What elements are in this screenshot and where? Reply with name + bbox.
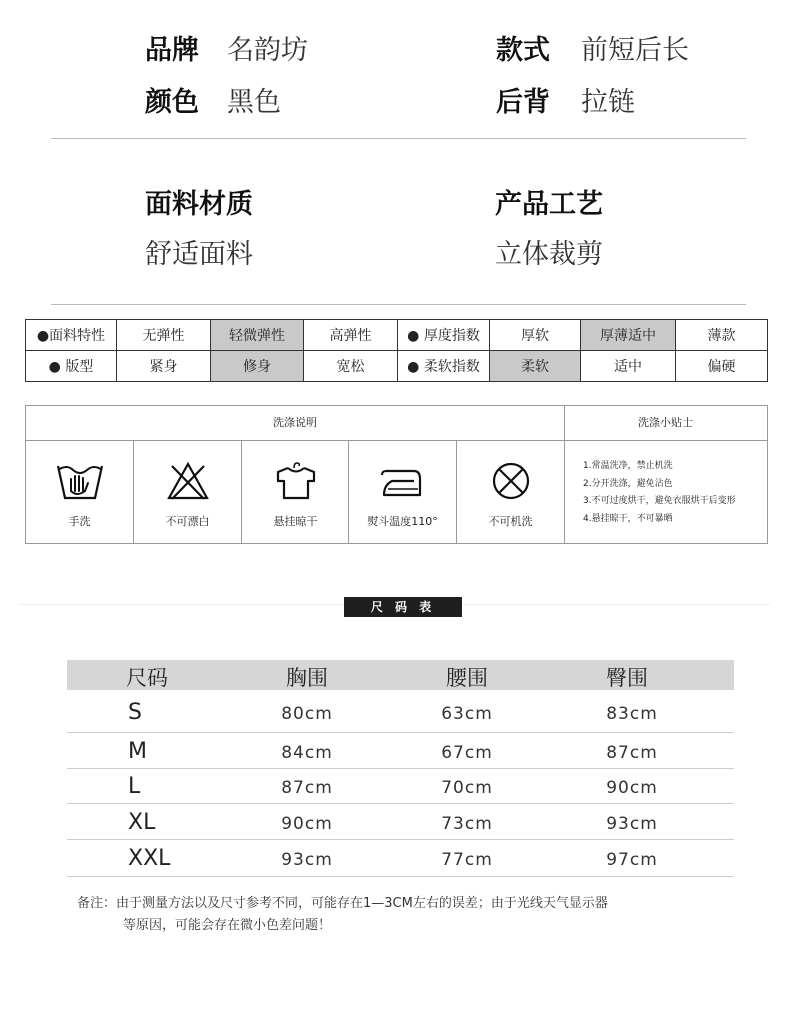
color-value: 黑色	[227, 87, 281, 118]
hip-cell: 83cm	[606, 704, 658, 724]
size-cell: XL	[128, 810, 156, 835]
brand-label: 品牌	[145, 35, 199, 66]
attribute-row	[26, 351, 768, 382]
header-chest: 胸围	[286, 666, 328, 690]
attribute-cell: 宽松	[304, 351, 398, 382]
attribute-cell: 偏硬	[676, 351, 768, 382]
attribute-row	[26, 320, 768, 351]
attribute-cell: 无弹性	[117, 320, 211, 351]
back-label: 后背	[496, 87, 550, 118]
fabric-label: 面料材质	[145, 189, 253, 220]
style-value: 前短后长	[581, 35, 689, 66]
footnote-line: 等原因，可能会存在微小色差问题！	[123, 918, 332, 933]
brand-value: 名韵坊	[227, 35, 308, 66]
row-divider	[67, 839, 734, 840]
waist-cell: 70cm	[441, 778, 493, 798]
attribute-cell-selected: 柔软	[490, 351, 581, 382]
size-chart-header	[67, 660, 734, 690]
size-chart-title: 尺 码 表	[344, 597, 462, 617]
no-machine-wash-icon	[489, 461, 533, 501]
washing-tips-title: 洗涤小贴士	[638, 416, 693, 429]
waist-cell: 73cm	[441, 814, 493, 834]
row-divider	[67, 876, 734, 877]
chest-cell: 93cm	[281, 850, 333, 870]
footnote-line: 备注：由于测量方法以及尺寸参考不同，可能存在1—3CM左右的误差；由于光线天气显示器	[77, 896, 608, 911]
color-label: 颜色	[145, 87, 199, 118]
no-bleach-icon	[166, 461, 210, 501]
attribute-cell-selected: 厚薄适中	[581, 320, 676, 351]
hip-cell: 87cm	[606, 743, 658, 763]
iron-icon	[378, 461, 428, 501]
hang-dry-icon	[273, 461, 319, 501]
chest-cell: 87cm	[281, 778, 333, 798]
wash-item	[26, 441, 133, 543]
craft-label: 产品工艺	[495, 189, 603, 220]
attribute-cell: 厚软	[490, 320, 581, 351]
row-divider	[67, 803, 734, 804]
craft-value: 立体裁剪	[495, 239, 603, 270]
size-cell: L	[128, 774, 141, 799]
wash-item-label: 悬挂晾干	[273, 515, 318, 528]
fabric-value: 舒适面料	[145, 239, 253, 270]
waist-cell: 67cm	[441, 743, 493, 763]
wash-item-label: 熨斗温度110°	[367, 515, 438, 528]
tip-item: 3.不可过度烘干，避免衣服烘干后变形	[583, 496, 736, 506]
hand-wash-icon	[55, 461, 105, 501]
wash-item-label: 不可漂白	[165, 515, 210, 528]
wash-item	[134, 441, 241, 543]
divider	[564, 406, 565, 543]
chest-cell: 90cm	[281, 814, 333, 834]
washing-instructions	[25, 405, 768, 544]
waist-cell: 63cm	[441, 704, 493, 724]
attribute-cell: ● 厚度指数	[398, 320, 490, 351]
size-cell: M	[128, 739, 147, 764]
tip-item: 1.常温洗净，禁止机洗	[583, 461, 673, 471]
attribute-cell: 薄款	[676, 320, 768, 351]
divider	[51, 138, 746, 139]
row-divider	[67, 768, 734, 769]
waist-cell: 77cm	[441, 850, 493, 870]
washing-title: 洗涤说明	[273, 416, 317, 429]
hip-cell: 93cm	[606, 814, 658, 834]
attribute-table	[25, 319, 768, 382]
hip-cell: 97cm	[606, 850, 658, 870]
row-divider	[67, 732, 734, 733]
attribute-cell: 适中	[581, 351, 676, 382]
size-cell: XXL	[128, 846, 171, 871]
header-size: 尺码	[126, 666, 168, 690]
attribute-cell: ● 版型	[26, 351, 117, 382]
wash-item-label: 手洗	[68, 515, 91, 528]
attribute-cell: 紧身	[117, 351, 211, 382]
wash-item	[349, 441, 456, 543]
attribute-cell: ● 柔软指数	[398, 351, 490, 382]
size-cell: S	[128, 700, 142, 725]
washing-tips	[583, 458, 736, 528]
header-waist: 腰围	[446, 666, 488, 690]
tip-item: 4.悬挂晾干，不可暴晒	[583, 513, 673, 524]
chest-cell: 84cm	[281, 743, 333, 763]
wash-item-label: 不可机洗	[488, 515, 533, 528]
footnote	[77, 893, 608, 937]
wash-item	[457, 441, 564, 543]
wash-item	[242, 441, 349, 543]
style-label: 款式	[496, 35, 550, 66]
attribute-cell: 高弹性	[304, 320, 398, 351]
attribute-cell: ●面料特性	[26, 320, 117, 351]
divider	[51, 304, 746, 305]
attribute-cell-selected: 轻微弹性	[211, 320, 304, 351]
header-hip: 臀围	[606, 666, 648, 690]
attribute-cell-selected: 修身	[211, 351, 304, 382]
chest-cell: 80cm	[281, 704, 333, 724]
hip-cell: 90cm	[606, 778, 658, 798]
tip-item: 2.分开洗涤，避免沾色	[583, 478, 673, 489]
back-value: 拉链	[581, 87, 635, 118]
